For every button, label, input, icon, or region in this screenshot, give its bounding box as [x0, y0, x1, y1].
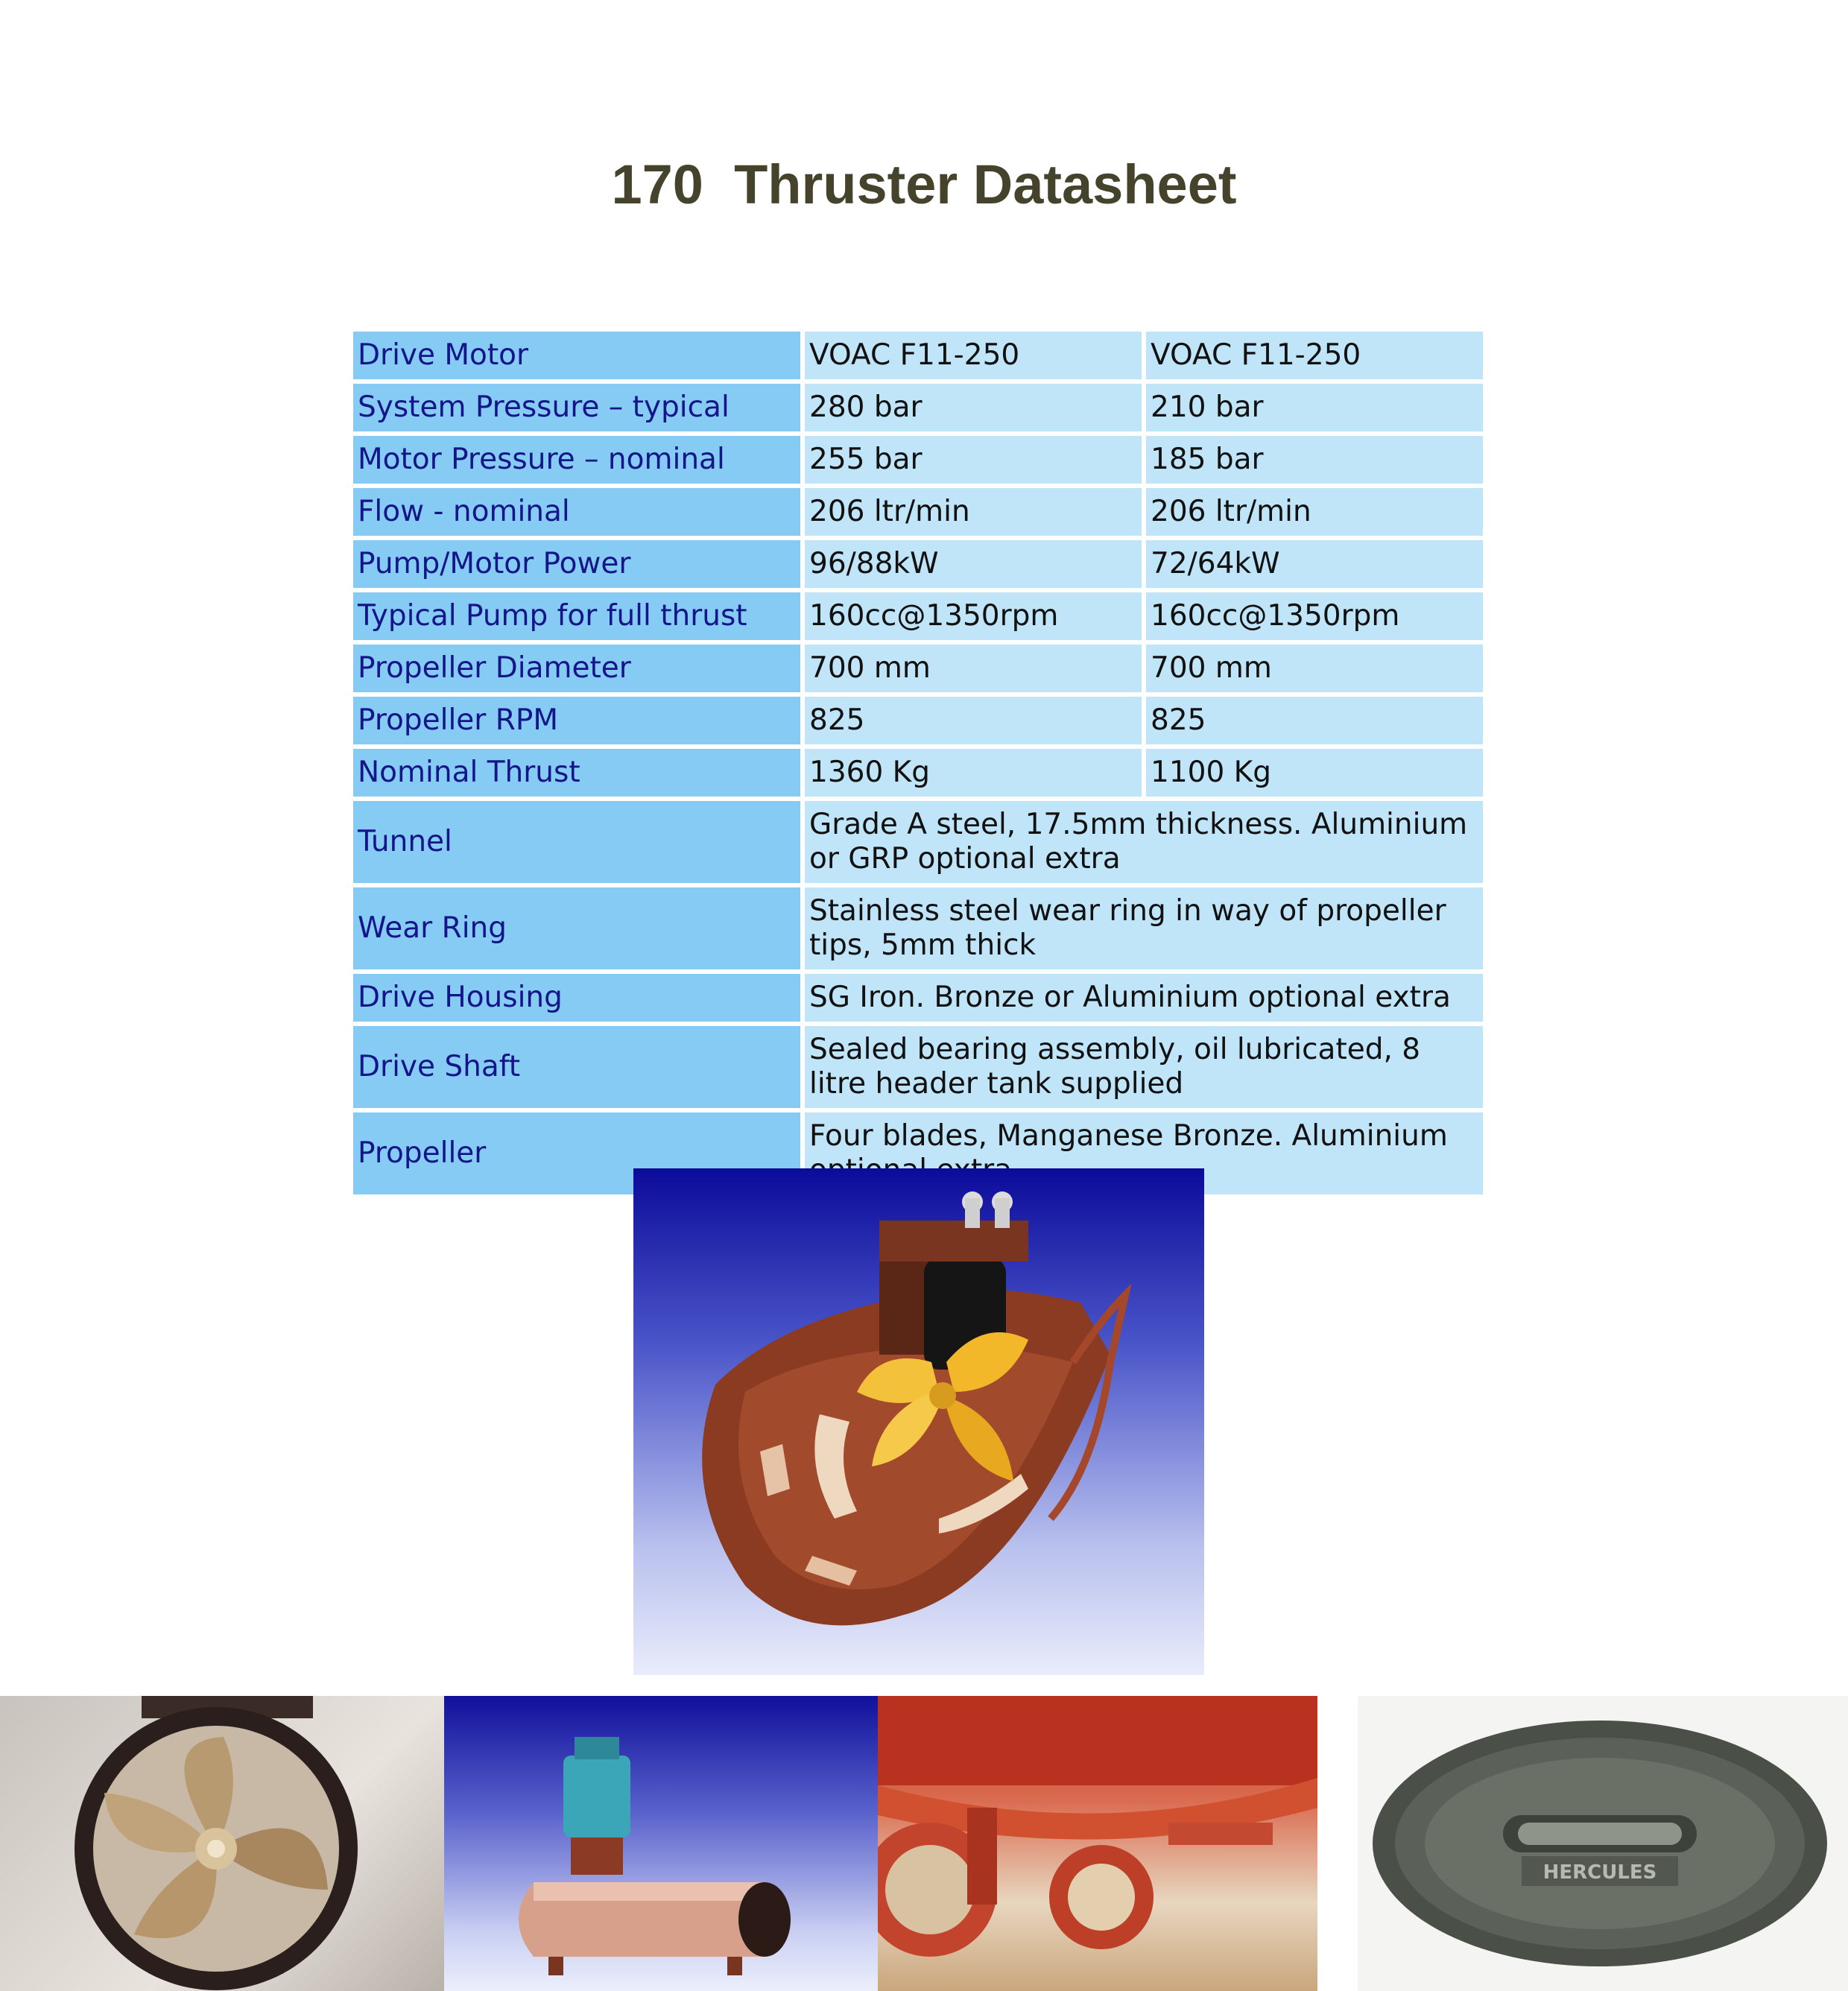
hatch-cover-photo	[1358, 1696, 1848, 1991]
spec-value: Stainless steel wear ring in way of propeller tips, 5mm thick	[805, 887, 1483, 969]
table-row	[353, 592, 1483, 640]
table-row	[353, 645, 1483, 692]
spec-value-2: 185 bar	[1146, 436, 1483, 484]
table-row	[353, 436, 1483, 484]
spec-value-1: 825	[805, 697, 1142, 744]
spec-value-1: 255 bar	[805, 436, 1142, 484]
table-row	[353, 1026, 1483, 1108]
spec-value-1: 206 ltr/min	[805, 488, 1142, 536]
thruster-render-image	[633, 1168, 1204, 1675]
table-row	[353, 332, 1483, 379]
table-row	[353, 697, 1483, 744]
table-row	[353, 540, 1483, 588]
table-row	[353, 488, 1483, 536]
spec-label: Pump/Motor Power	[353, 540, 800, 588]
table-row	[353, 384, 1483, 431]
spec-value-2: 160cc@1350rpm	[1146, 592, 1483, 640]
spec-label: Nominal Thrust	[353, 749, 800, 797]
spec-value-2: 72/64kW	[1146, 540, 1483, 588]
spec-value-2: 1100 Kg	[1146, 749, 1483, 797]
spec-value-2: 206 ltr/min	[1146, 488, 1483, 536]
spec-value-2: 825	[1146, 697, 1483, 744]
spec-value-1: 700 mm	[805, 645, 1142, 692]
spec-value: SG Iron. Bronze or Aluminium optional extra	[805, 974, 1483, 1022]
spec-label: Drive Shaft	[353, 1026, 800, 1108]
propeller-photo	[0, 1696, 444, 1991]
spec-value-2: VOAC F11-250	[1146, 332, 1483, 379]
page-title: 170 Thruster Datasheet	[611, 153, 1237, 215]
spec-label: System Pressure – typical	[353, 384, 800, 431]
spec-value-1: 280 bar	[805, 384, 1142, 431]
spec-label: Drive Motor	[353, 332, 800, 379]
spec-label: Propeller Diameter	[353, 645, 800, 692]
installed-thrusters-photo	[878, 1696, 1317, 1991]
spec-value-1: VOAC F11-250	[805, 332, 1142, 379]
spec-label: Propeller	[353, 1112, 800, 1194]
spec-label: Flow - nominal	[353, 488, 800, 536]
spec-value-1: 1360 Kg	[805, 749, 1142, 797]
spec-value-2: 700 mm	[1146, 645, 1483, 692]
spec-label: Wear Ring	[353, 887, 800, 969]
tunnel-motor-render	[444, 1696, 878, 1991]
spec-label: Propeller RPM	[353, 697, 800, 744]
table-row	[353, 974, 1483, 1022]
spec-label: Drive Housing	[353, 974, 800, 1022]
table-row	[353, 801, 1483, 883]
spec-label: Typical Pump for full thrust	[353, 592, 800, 640]
spec-label: Motor Pressure – nominal	[353, 436, 800, 484]
hatch-cover-brand-text: HERCULES	[1542, 1861, 1657, 1884]
spec-value-1: 96/88kW	[805, 540, 1142, 588]
spec-label: Tunnel	[353, 801, 800, 883]
spec-value: Four blades, Manganese Bronze. Aluminium	[805, 1112, 1483, 1194]
specifications-table	[349, 327, 1487, 1199]
spec-value: Grade A steel, 17.5mm thickness. Aluminium or GRP optional extra	[805, 801, 1483, 883]
table-row	[353, 749, 1483, 797]
table-row	[353, 887, 1483, 969]
spec-value-1: 160cc@1350rpm	[805, 592, 1142, 640]
spec-value: Sealed bearing assembly, oil lubricated, 8 litre header tank supplied	[805, 1026, 1483, 1108]
spec-value-2: 210 bar	[1146, 384, 1483, 431]
